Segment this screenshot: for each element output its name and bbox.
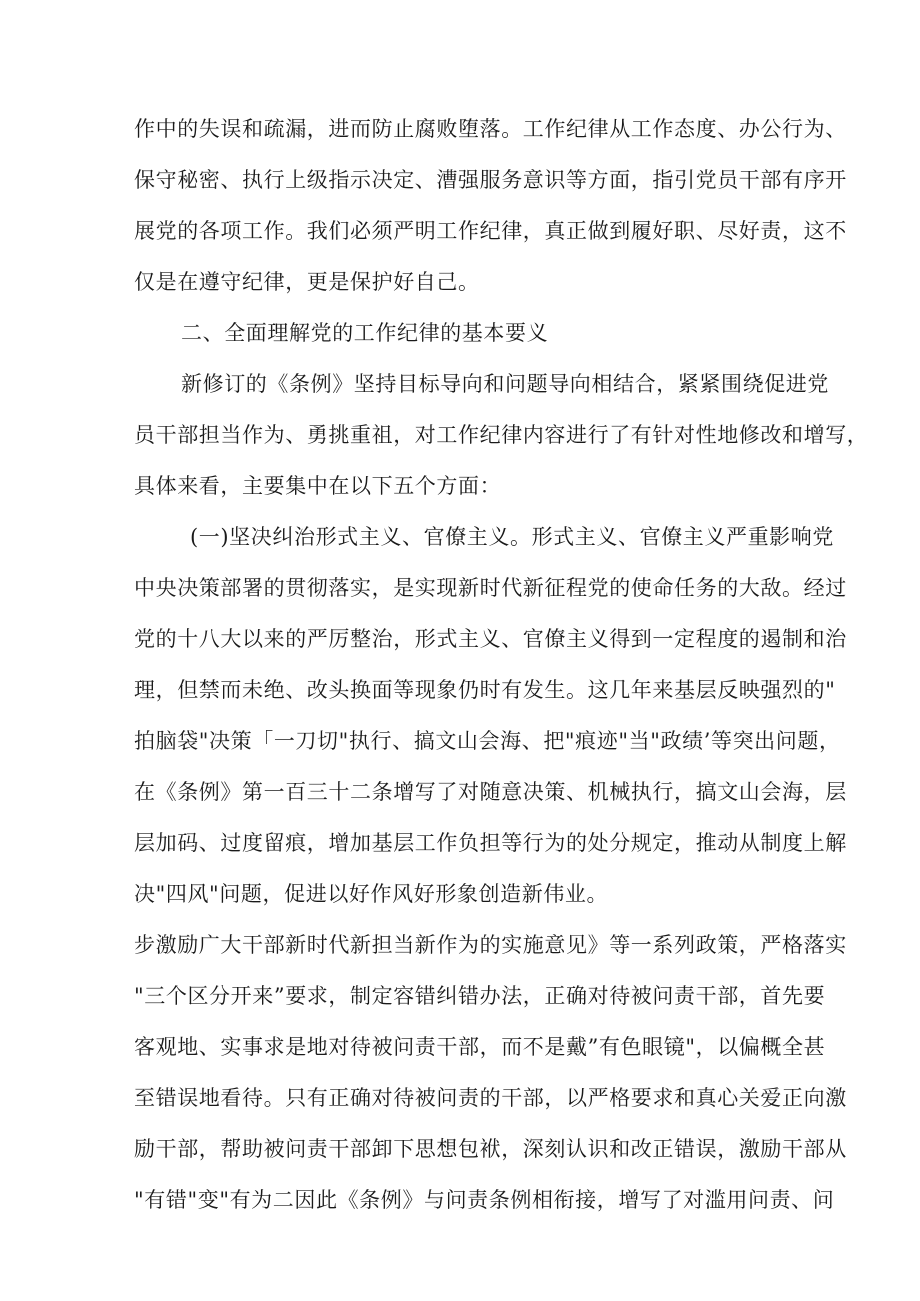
text-line: 保守秘密、执行上级指示决定、漕强服务意识等方面，指引党员干部有序开	[134, 168, 847, 192]
text-line: 中央决策部署的贯彻落实，是实现新时代新征程党的使命任务的大敌。经过	[134, 576, 847, 600]
text-line: 励干部，帮助被问责干部卸下思想包袱，深刻认识和改正错误，激励干部从	[134, 1137, 847, 1161]
section-heading: 二、全面理解党的工作纪律的基本要义	[181, 321, 549, 345]
text-line: 层加码、过度留痕，增加基层工作负担等行为的处分规定，推动从制度上解	[134, 831, 847, 855]
subsection-heading: (一)坚决纠治形式主义、官僚主义。形式主义、官僚主义严重影响党	[190, 525, 834, 549]
text-line: 仅是在遵守纪律，更是保护好自己。	[134, 270, 480, 294]
text-line: 作中的失误和疏漏，进而防止腐败堕落。工作纪律从工作态度、办公行为、	[134, 117, 847, 141]
text-line: 展党的各项工作。我们必须严明工作纪律，真正做到履好职、尽好责，这不	[134, 219, 847, 243]
text-line: 客观地、实事求是地对待被问责干部，而不是戴”有色眼镜"，以偏概全甚	[134, 1035, 826, 1059]
text-line: 至错误地看待。只有正确对待被问责的干部，以严格要求和真心关爱正向激	[134, 1086, 847, 1110]
text-line: 步激励广大干部新时代新担当新作为的实施意见》等一系列政策，严格落实	[134, 933, 847, 957]
text-line: 新修订的《条例》坚持目标导向和问题导向相结合，紧紧围绕促进党	[181, 372, 829, 396]
text-line: 党的十八大以来的严厉整治，形式主义、官僚主义得到一定程度的遏制和治	[134, 627, 847, 651]
text-line: "三个区分开来”要求，制定容错纠错办法，正确对待被问责干部，首先要	[134, 984, 826, 1008]
text-line: 决"四风"问题，促进以好作风好形象创造新伟业。	[134, 882, 609, 906]
text-line: 理，但禁而未绝、改头换面等现象仍时有发生。这几年来基层反映强烈的"	[134, 678, 836, 702]
text-line: 员干部担当作为、勇挑重祖，对工作纪律内容进行了有针对性地修改和增写，	[134, 423, 869, 447]
text-line: "有错"变"有为二因此《条例》与问责条例相衔接，增写了对滥用问责、问	[134, 1188, 835, 1212]
text-line: 在《条例》第一百三十二条增写了对随意决策、机械执行，搞文山会海，层	[134, 780, 847, 804]
text-line: 拍脑袋"决策「一刀切"执行、搞文山会海、把"痕迹"当"政绩’等突出问题，	[134, 729, 841, 753]
text-line: 具体来看，主要集中在以下五个方面：	[134, 474, 502, 498]
